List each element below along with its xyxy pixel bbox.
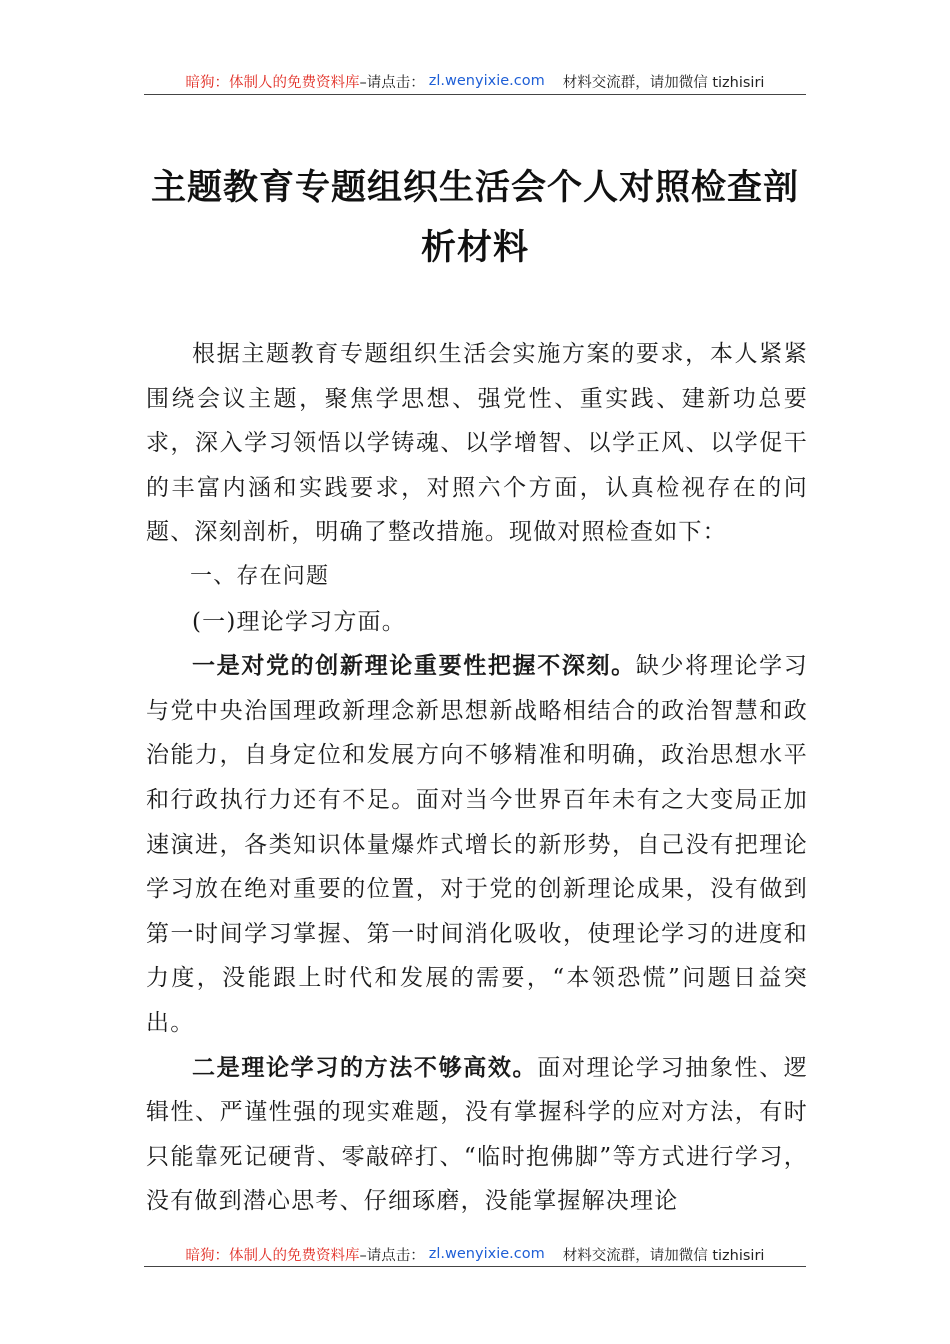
footer-banner	[144, 1243, 806, 1265]
document-body	[146, 332, 808, 1224]
footer-banner-prefix: 暗狗：体制人的免费资料库	[185, 1247, 360, 1264]
footer-banner-click-label: –请点击：	[359, 1247, 425, 1264]
banner-link[interactable]: zl.wenyixie.com	[428, 73, 545, 89]
point-paragraph-2	[146, 1046, 808, 1224]
banner-click-label: –请点击：	[359, 74, 425, 91]
point-1-lead: 一是对党的创新理论重要性把握不深刻。	[192, 653, 636, 680]
footer-banner-link[interactable]: zl.wenyixie.com	[428, 1246, 545, 1262]
document-title: 主题教育专题组织生活会个人对照检查剖析材料	[150, 167, 799, 268]
banner-group-info: 材料交流群，请加微信 tizhisiri	[562, 74, 765, 91]
banner-prefix: 暗狗：体制人的免费资料库	[185, 74, 360, 91]
intro-paragraph: 根据主题教育专题组织生活会实施方案的要求，本人紧紧围绕会议主题，聚焦学思想、强党性、重实践、建新功总要求，深入学习领悟以学铸魂、以学增智、以学正风、以学促干的丰富内涵和实践要求，对照六个方面，认真检视存在的问题、深刻剖析，明确了整改措施。现做对照检查如下：	[146, 341, 808, 546]
point-paragraph-1	[146, 644, 808, 1045]
footer-banner-group-info: 材料交流群，请加微信 tizhisiri	[562, 1247, 765, 1264]
header-banner	[144, 70, 806, 92]
point-2-body: 面对理论学习抽象性、逻辑性、严谨性强的现实难题，没有掌握科学的应对方法，有时只能靠死记硬背、零敲碎打、“临时抱佛脚”等方式进行学习，没有做到潜心思考、仔细琢磨，没能掌握解决理论	[146, 1054, 808, 1215]
header-divider	[144, 94, 806, 95]
subsection-heading-theory: (一)理论学习方面。	[192, 608, 406, 635]
point-1-body: 缺少将理论学习与党中央治国理政新理念新思想新战略相结合的政治智慧和政治能力，自身定位和发展方向不够精准和明确，政治思想水平和行政执行力还有不足。面对当今世界百年未有之大变局正加速演进，各类知识体量爆炸式增长的新形势，自己没有把理论学习放在绝对重要的位置，对于党的创新理论成果，没有做到第一时间学习掌握、第一时间消化吸收，使理论学习的进度和力度，没能跟上时代和发展的需要，“本领恐慌”问题日益突出。	[146, 653, 808, 1036]
point-2-lead: 二是理论学习的方法不够高效。	[192, 1054, 538, 1081]
footer-divider	[144, 1266, 806, 1267]
section-heading-problems: 一、存在问题	[190, 563, 330, 589]
